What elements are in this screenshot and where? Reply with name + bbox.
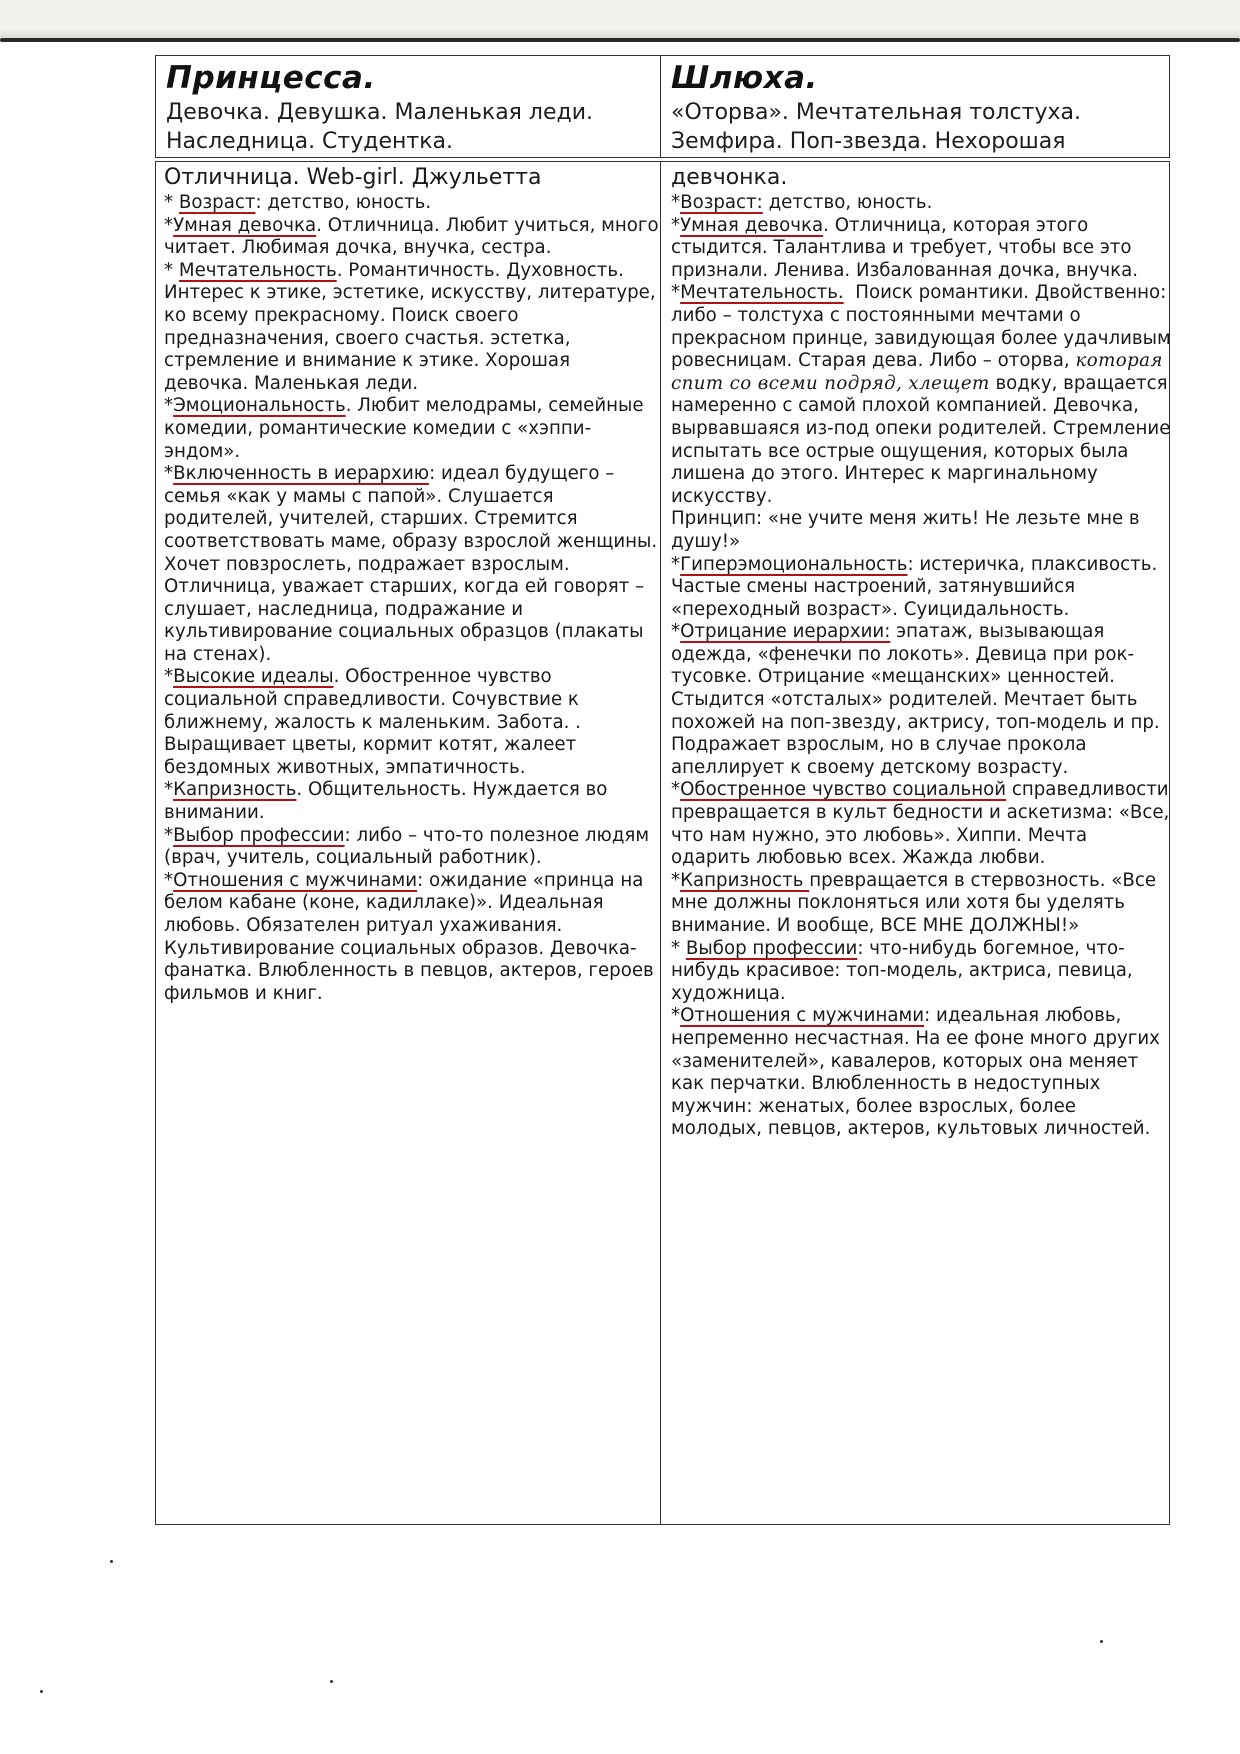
trait-bullet: *: [164, 779, 174, 801]
trait-description: : идеал будущего – семья «как у мамы с папой». Слушается родителей, учителей, старших. Стремится соответствовать маме, образу взрослой женщины. Хочет повзрослеть, подражает взрослым. Отличница, уважает старших, когда ей говорят – слушает, наследница, подражание и культивирование социальных образцов (плакаты на стенах).: [164, 463, 658, 665]
trait-term: Эмоциональность: [173, 395, 346, 417]
trait-item: [164, 666, 660, 779]
trait-description: . Любит мелодрамы, семейные комедии, романтические комедии с «хэппи-эндом».: [164, 395, 650, 462]
trait-description: : детство, юность.: [255, 192, 432, 213]
trait-description: . Отличница, которая этого стыдится. Талантлива и требует, чтобы все это признали. Ленива. Избалованная дочка, внучка.: [671, 214, 1139, 281]
trait-term: Мечтательность.: [680, 282, 844, 304]
trait-item: [671, 870, 1171, 938]
trait-description: : что-нибудь богемное, что-нибудь красивое: топ-модель, актриса, певица, художница.: [671, 937, 1139, 1004]
trait-item: [671, 938, 1171, 1006]
trait-list-slut: [671, 192, 1177, 1141]
trait-term: Мечтательность: [178, 259, 337, 281]
trait-description: . Обостренное чувство социальной справедливости. Сочувствие к ближнему, жалость к маленьким. Забота. . Выращивает цветы, кормит котят, жалеет бездомных животных, эмпатичность.: [164, 666, 587, 778]
trait-description: . Общительность. Нуждается во внимании.: [164, 779, 614, 824]
lead-line-princess: Отличница. Web-girl. Джульетта: [164, 165, 542, 190]
trait-bullet: *: [671, 937, 686, 959]
trait-item: [164, 463, 660, 666]
trait-item: [671, 192, 1171, 215]
trait-bullet: *: [164, 192, 179, 213]
trait-term: Отношения с мужчинами: [173, 869, 418, 891]
trait-bullet: *: [671, 621, 681, 643]
trait-description: Поиск романтики. Двойственно: либо – толстуха с постоянными мечтами о прекрасном принце, завидующая более удачливым ровесницам. Старая дева. Либо – оторва,: [671, 282, 1177, 372]
trait-bullet: *: [164, 463, 174, 485]
trait-term: Возраст:: [680, 192, 763, 213]
trait-term: Отношения с мужчинами: [680, 1005, 925, 1027]
scan-paper-edge: [0, 38, 1240, 42]
trait-bullet: *: [671, 869, 681, 891]
trait-term: Выбор профессии: [173, 824, 345, 846]
trait-description: превращается в стервозность. «Все мне должны поклоняться или хотя бы уделять внимание. И вообще, ВСЕ МНЕ ДОЛЖНЫ!»: [671, 869, 1162, 936]
trait-description: : ожидание «принца на белом кабане (коне, кадиллаке)». Идеальная любовь. Обязателен ритуал ухаживания. Культивирование социальных образов. Девочка-фанатка. Влюбленность в певцов, актеров, героев фильмов и книг.: [164, 869, 660, 1004]
scan-speck: [1100, 1640, 1103, 1643]
trait-bullet: *: [671, 214, 681, 236]
scan-speck: [110, 1560, 113, 1563]
trait-bullet: *: [671, 192, 681, 213]
trait-item: [671, 215, 1171, 283]
trait-term: Включенность в иерархию: [173, 463, 430, 485]
trait-description: : идеальная любовь, непременно несчастная. На ее фоне много других «заменителей», кавалеров, которых она меняет как перчатки. Влюбленность в недоступных мужчин: женатых, более взрослых, более молодых, певцов, актеров, культовых личностей.: [671, 1005, 1166, 1140]
trait-bullet: *: [164, 259, 179, 281]
trait-item: [164, 260, 660, 396]
trait-bullet: *: [671, 282, 681, 304]
trait-term: Выбор профессии: [685, 937, 858, 959]
trait-bullet: *: [164, 824, 174, 846]
lead-line-slut: девчонка.: [671, 165, 788, 190]
trait-item: [671, 282, 1177, 553]
trait-term: Умная девочка: [680, 214, 824, 236]
trait-description: . Романтичность. Духовность. Интерес к этике, эстетике, искусству, литературе, ко всему прекрасному. Поиск своего предназначения, своего счастья. эстетка, стремление и внимание к этике. Хорошая девочка. Маленькая леди.: [164, 259, 662, 394]
trait-item: [671, 554, 1171, 622]
trait-term: Обостренное чувство социальной: [680, 779, 1007, 801]
trait-description: : истеричка, плаксивость. Частые смены настроений, затянувшийся «переходный возраст». Суицидальность.: [671, 553, 1164, 620]
trait-description: детство, юность.: [762, 192, 933, 213]
trait-term: Умная девочка: [173, 214, 317, 236]
trait-term: Капризность: [173, 779, 297, 801]
scan-speck: [40, 1690, 43, 1693]
trait-item: [164, 214, 665, 260]
trait-item: [671, 621, 1171, 779]
table-body-row: [155, 161, 1177, 1525]
trait-bullet: *: [164, 395, 174, 417]
trait-description: справедливости превращается в культ бедности и аскетизма: «Все, что нам нужно, это любовь». Хиппи. Мечта одарить любовью всех. Жажда любви.: [671, 779, 1176, 869]
trait-bullet: *: [671, 553, 681, 575]
scan-speck: [330, 1680, 333, 1683]
trait-description: . Отличница. Любит учиться, много читает. Любимая дочка, внучка, сестра.: [164, 214, 665, 259]
column-title-slut: Шлюха.: [671, 60, 818, 96]
trait-item: [671, 779, 1176, 869]
trait-item: [671, 1005, 1171, 1141]
table-header-row: [155, 55, 1170, 158]
column-slut: [661, 162, 1177, 1524]
trait-term: Возраст: [178, 192, 256, 213]
trait-description: : либо – что-то полезное людям (врач, учитель, социальный работник).: [164, 824, 655, 869]
trait-item: [164, 192, 660, 215]
trait-bullet: *: [164, 214, 174, 236]
header-cell-princess: [156, 56, 661, 157]
comparison-table: [155, 55, 1177, 1525]
trait-description: эпатаж, вызывающая одежда, «фенечки по локоть». Девица при рок-тусовке. Отрицание «мещанских» ценностей. Стыдится «отсталых» родителей. Мечтает быть похожей на поп-звезду, актрису, топ-модель и пр. Подражает взрослым, но в случае прокола апеллирует к своему детскому возрасту.: [671, 621, 1166, 778]
trait-item: [164, 395, 660, 463]
trait-bullet: *: [671, 779, 681, 801]
trait-description-continued: водку, вращается намеренно с самой плохой компанией. Девочка, вырвавшаяся из-под опеки родителей. Стремление испытать все острые ощущения, которых была лишена до этого. Интерес к маргинальному искусству. Принцип: «не учите меня жить! Не лезьте мне в душу!»: [671, 372, 1171, 552]
trait-term: Капризность: [680, 869, 810, 891]
trait-term: Высокие идеалы: [173, 666, 334, 688]
column-princess: [156, 162, 665, 1524]
header-cell-slut: [661, 56, 1171, 157]
trait-item: [164, 779, 660, 824]
struck-out-text: которая спит со всеми подряд, хлещет: [671, 350, 1169, 394]
trait-bullet: *: [164, 666, 174, 688]
column-title-princess: Принцесса.: [166, 60, 376, 96]
trait-bullet: *: [671, 1005, 681, 1027]
scan-top-edge: [0, 0, 1240, 40]
trait-term: Гиперэмоциональность: [680, 553, 908, 575]
column-subtitle-princess: Девочка. Девушка. Маленькая леди. Наследница. Студентка.: [166, 100, 594, 154]
trait-list-princess: [164, 192, 665, 1005]
trait-item: [164, 870, 660, 1006]
trait-term: Отрицание иерархии:: [680, 621, 891, 643]
column-subtitle-slut: «Оторва». Мечтательная толстуха. Земфира. Поп-звезда. Нехорошая: [671, 100, 1081, 154]
trait-bullet: *: [164, 869, 174, 891]
trait-item: [164, 825, 660, 870]
